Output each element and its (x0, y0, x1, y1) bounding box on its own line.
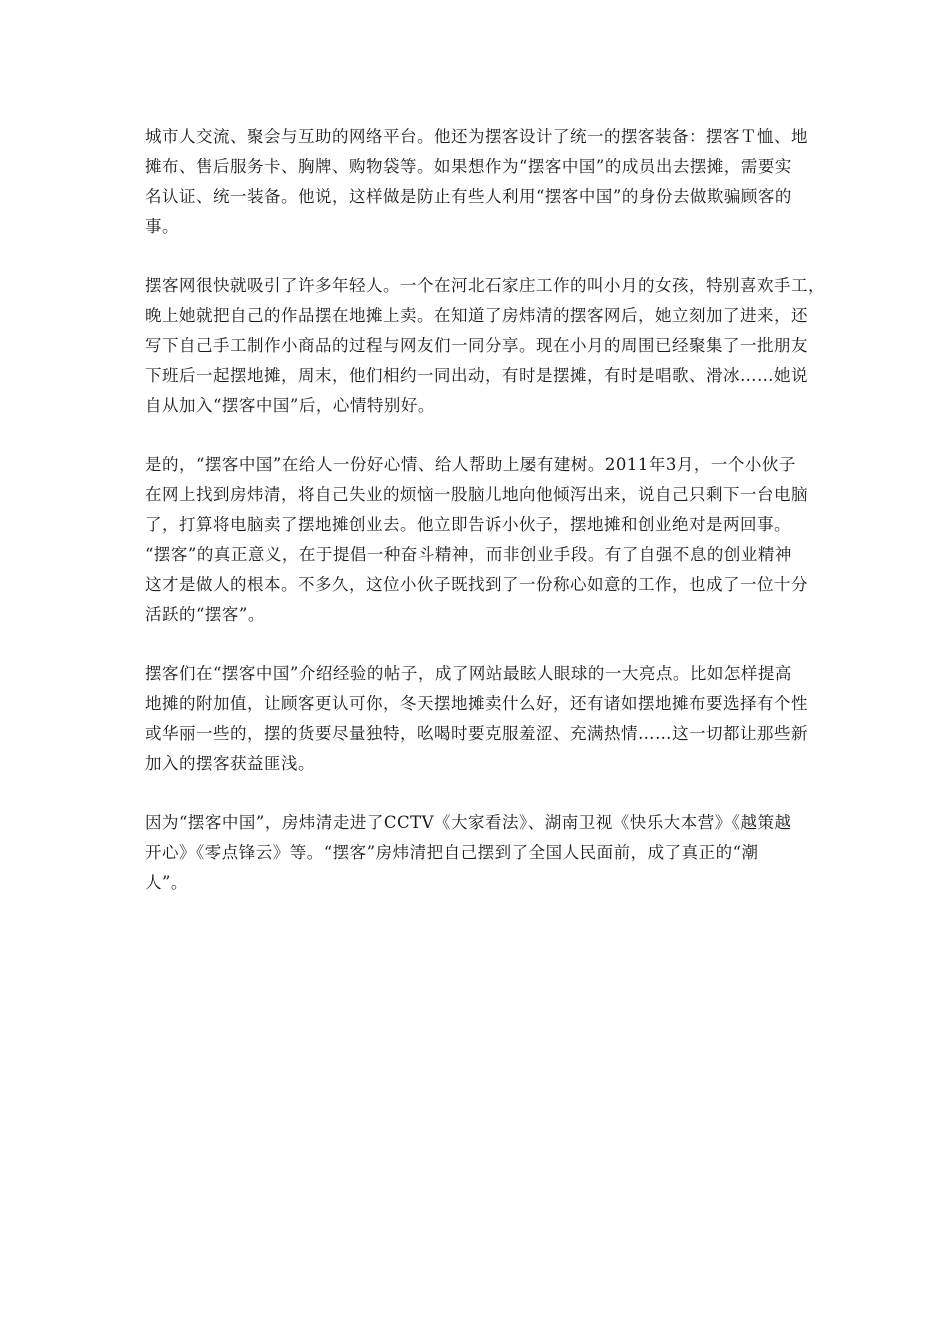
text-line: 因为“摆客中国”，房炜清走进了CCTV《大家看法》、湖南卫视《快乐大本营》《越策越 (145, 813, 792, 832)
text-line: 是的，“摆客中国”在给人一份好心情、给人帮助上屡有建树。2011年3月，一个小伙子 (145, 455, 796, 474)
text-line: 摊布、售后服务卡、胸牌、购物袋等。如果想作为“摆客中国”的成员出去摆摊，需要实 (145, 157, 792, 176)
text-line: 摆客们在“摆客中国”介绍经验的帖子，成了网站最眩人眼球的一大亮点。比如怎样提高 (145, 664, 792, 683)
text-line: 晚上她就把自己的作品摆在地摊上卖。在知道了房炜清的摆客网后，她立刻加了进来，还 (145, 306, 808, 325)
text-line: 城市人交流、聚会与互助的网络平台。他还为摆客设计了统一的摆客装备：摆客Ｔ恤、地 (145, 127, 808, 146)
text-line: 在网上找到房炜清，将自己失业的烦恼一股脑儿地向他倾泻出来，说自己只剩下一台电脑 (145, 485, 808, 504)
text-line: 或华丽一些的，摆的货要尽量独特，吆喝时要克服羞涩、充满热情……这一切都让那些新 (145, 724, 808, 743)
paragraph-3 (145, 450, 810, 630)
paragraph-4 (145, 659, 810, 779)
text-line: 地摊的附加值，让顾客更认可你，冬天摆地摊卖什么好，还有诸如摆地摊布要选择有个性 (145, 694, 808, 713)
document-body (145, 122, 825, 927)
text-line: 这才是做人的根本。不多久，这位小伙子既找到了一份称心如意的工作，也成了一位十分 (145, 575, 808, 594)
text-line: 加入的摆客获益匪浅。 (145, 754, 315, 773)
text-line: 开心》《零点锋云》等。“摆客”房炜清把自己摆到了全国人民面前，成了真正的“潮 (145, 843, 759, 862)
text-line: 自从加入“摆客中国”后，心情特别好。 (145, 396, 435, 415)
text-line: 写下自己手工制作小商品的过程与网友们一同分享。现在小月的周围已经聚集了一批朋友 (145, 336, 808, 355)
text-line: 摆客网很快就吸引了许多年轻人。一个在河北石家庄工作的叫小月的女孩，特别喜欢手工， (145, 276, 825, 295)
text-line: 下班后一起摆地摊，周末，他们相约一同出动，有时是摆摊，有时是唱歌、滑冰……她说 (145, 366, 808, 385)
text-line: 事。 (145, 217, 179, 236)
text-line: “摆客”的真正意义，在于提倡一种奋斗精神，而非创业手段。有了自强不息的创业精神 (145, 545, 792, 564)
paragraph-5 (145, 808, 810, 898)
text-line: 活跃的“摆客”。 (145, 605, 265, 624)
text-line: 人”。 (145, 873, 188, 892)
text-line: 了，打算将电脑卖了摆地摊创业去。他立即告诉小伙子，摆地摊和创业绝对是两回事。 (145, 515, 791, 534)
paragraph-2 (145, 271, 825, 421)
text-line: 名认证、统一装备。他说，这样做是防止有些人利用“摆客中国”的身份去做欺骗顾客的 (145, 187, 792, 206)
paragraph-1 (145, 122, 810, 242)
